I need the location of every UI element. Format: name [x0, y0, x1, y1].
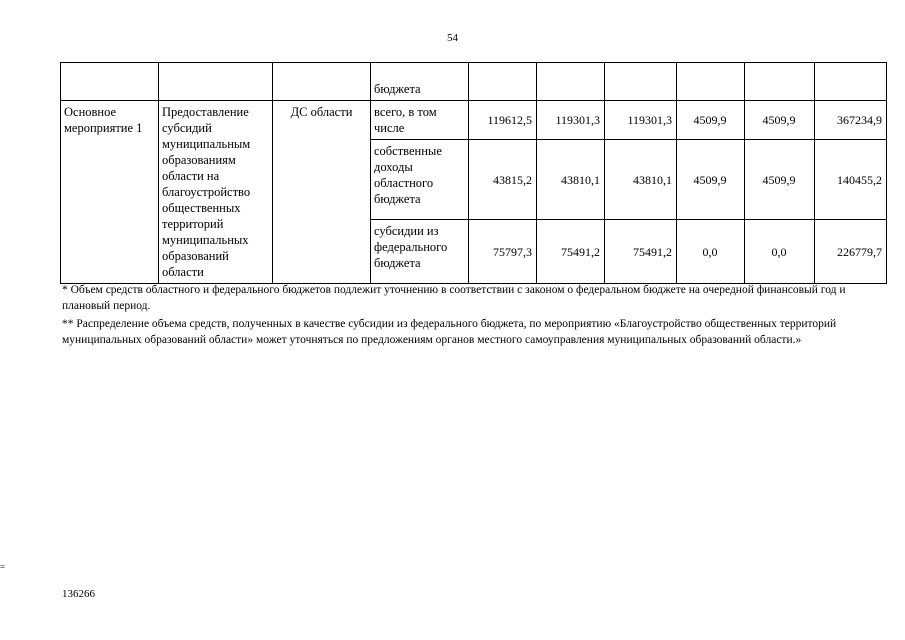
value-cell: 43810,1	[605, 140, 677, 220]
value-cell: 140455,2	[815, 140, 887, 220]
value-cell	[537, 63, 605, 101]
description-cell: Предоставление субсидий муниципальным образованиям области на благоустройство общественных территорий муниципальных образований области	[159, 101, 273, 284]
value-cell: 119301,3	[605, 101, 677, 140]
table-row	[61, 63, 887, 101]
funding-source-cell: субсидии из федерального бюджета	[371, 220, 469, 284]
footnote: ** Распределение объема средств, полученных в качестве субсидии из федерального бюджета, по мероприятию «Благоустройство общественных территорий муниципальных образований области» может уточняться по предложениям органов местного самоуправления муниципальных образований области.»	[62, 318, 837, 346]
edge-mark: =	[0, 562, 6, 572]
footnote: * Объем средств областного и федерального бюджетов подлежит уточнению в соответствии с законом о федеральном бюджете на очередной финансовый год и плановый период.	[62, 284, 846, 312]
funding-source-cell: всего, в том числе	[371, 101, 469, 140]
table-cell	[61, 63, 159, 101]
footnotes	[62, 282, 862, 350]
funding-source-cell: собственные доходы областного бюджета	[371, 140, 469, 220]
executor-cell: ДС области	[273, 101, 371, 284]
value-cell	[815, 63, 887, 101]
value-cell: 43810,1	[537, 140, 605, 220]
budget-table	[60, 62, 887, 284]
table-row	[61, 101, 887, 140]
value-cell: 43815,2	[469, 140, 537, 220]
value-cell: 0,0	[745, 220, 815, 284]
table-cell	[273, 63, 371, 101]
value-cell	[605, 63, 677, 101]
value-cell	[469, 63, 537, 101]
value-cell	[677, 63, 745, 101]
value-cell: 75491,2	[605, 220, 677, 284]
value-cell: 4509,9	[745, 101, 815, 140]
funding-source-cell: бюджета	[371, 63, 469, 101]
value-cell: 75797,3	[469, 220, 537, 284]
value-cell: 4509,9	[677, 101, 745, 140]
page-number: 54	[447, 32, 458, 44]
value-cell: 4509,9	[677, 140, 745, 220]
value-cell: 367234,9	[815, 101, 887, 140]
value-cell: 75491,2	[537, 220, 605, 284]
value-cell: 226779,7	[815, 220, 887, 284]
value-cell: 0,0	[677, 220, 745, 284]
value-cell	[745, 63, 815, 101]
value-cell: 119612,5	[469, 101, 537, 140]
measure-cell: Основное мероприятие 1	[61, 101, 159, 284]
document-code: 136266	[62, 588, 95, 600]
table-cell	[159, 63, 273, 101]
value-cell: 4509,9	[745, 140, 815, 220]
value-cell: 119301,3	[537, 101, 605, 140]
